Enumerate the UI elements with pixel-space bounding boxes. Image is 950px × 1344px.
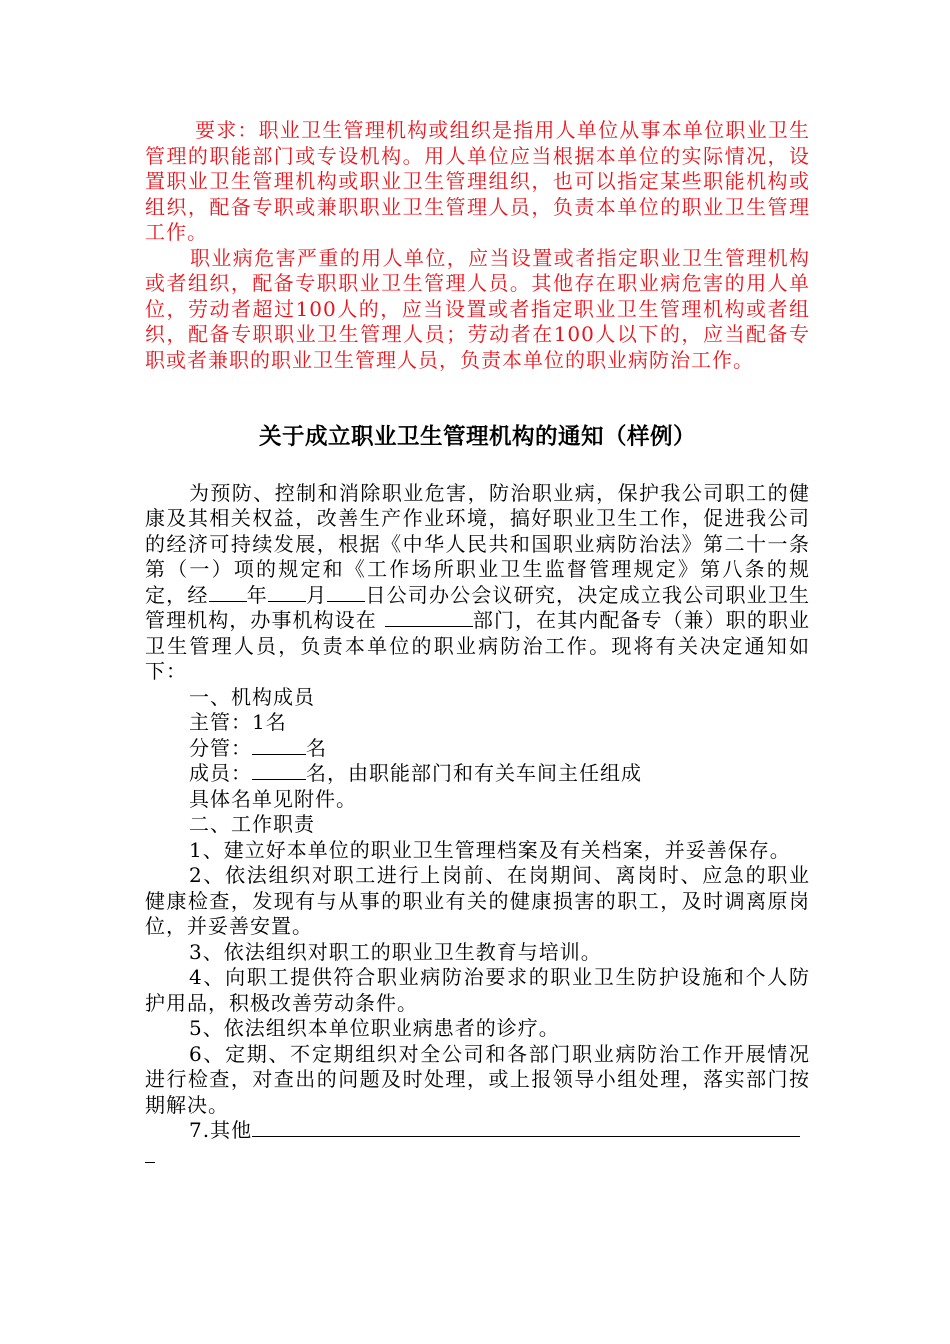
duty-item-5: 5、依法组织本单位职业病患者的诊疗。 <box>189 1016 560 1040</box>
duty-item-1: 1、建立好本单位的职业卫生管理档案及有关档案，并妥善保存。 <box>189 837 791 862</box>
intro-text-2: 部门，在其内配备专（兼）职的职业卫生管理人员，负责本单位的职业病防治工作。现将有关决定通知如下： <box>145 608 811 683</box>
year-label: 年 <box>246 582 268 607</box>
duty-item-2: 2、依法组织对职工进行上岗前、在岗期间、离岗时、应急的职业健康检查，发现有与从事的职业有关的健康损害的职工，及时调离原岗位，并妥善安置。 <box>145 863 810 938</box>
department-blank[interactable] <box>385 608 473 627</box>
members-line <box>145 761 810 787</box>
month-label: 月 <box>305 582 328 607</box>
document-page <box>145 118 810 1163</box>
section1-heading: 一、机构成员 <box>189 684 315 709</box>
deputy-label: 分管： <box>189 735 252 760</box>
notice-title: 关于成立职业卫生管理机构的通知（样例） <box>258 424 696 450</box>
intro-paragraph <box>145 481 810 685</box>
director-line: 主管：1名 <box>189 710 287 734</box>
duty-item-4: 4、向职工提供符合职业病防治要求的职业卫生防护设施和个人防护用品，积极改善劳动条件。 <box>145 965 810 1015</box>
other-label: 7.其他 <box>189 1118 253 1142</box>
notice-body <box>145 481 810 1163</box>
month-blank[interactable] <box>268 583 306 602</box>
other-blank[interactable] <box>252 1118 800 1137</box>
duty-item-7 <box>145 1118 810 1144</box>
section2-heading: 二、工作职责 <box>189 812 315 836</box>
trailing-blank <box>145 1154 155 1163</box>
day-blank[interactable] <box>327 583 365 602</box>
requirement-paragraph-1: 要求：职业卫生管理机构或组织是指用人单位从事本单位职业卫生管理的职能部门或专设机构。用人单位应当根据本单位的实际情况，设置职业卫生管理机构或职业卫生管理组织，也可以指定某些职能机构或组织，配备专职或兼职职业卫生管理人员，负责本单位的职业卫生管理工作。 <box>145 118 810 244</box>
members-label: 成员： <box>189 761 252 785</box>
members-count-blank[interactable] <box>252 761 306 780</box>
duty-item-3: 3、依法组织对职工的职业卫生教育与培训。 <box>189 939 602 964</box>
duty-item-6: 6、定期、不定期组织对全公司和各部门职业病防治工作开展情况进行检查，对查出的问题及时处理，或上报领导小组处理，落实部门按期解决。 <box>145 1041 810 1117</box>
deputy-line <box>145 736 810 762</box>
intro-text-1: 为预防、控制和消除职业危害，防治职业病，保护我公司职工的健康及其相关权益，改善生产作业环境，搞好职业卫生工作，促进我公司的经济可持续发展，根据《中华人民共和国职业病防治法》第二十一条第（一）项的规定和《工作场所职业卫生监督管理规定》第八条的规定，经 <box>145 480 810 607</box>
year-blank[interactable] <box>209 583 247 602</box>
deputy-unit: 名 <box>306 735 327 760</box>
deputy-count-blank[interactable] <box>252 736 306 755</box>
members-suffix: 名，由职能部门和有关车间主任组成 <box>306 761 642 785</box>
requirement-paragraph-2: 职业病危害严重的用人单位，应当设置或者指定职业卫生管理机构或者组织，配备专职职业卫生管理人员。其他存在职业病危害的用人单位，劳动者超过100人的，应当设置或者指定职业卫生管理机构或者组织，配备专职职业卫生管理人员；劳动者在100人以下的，应当配备专职或者兼职的职业卫生管理人员，负责本单位的职业病防治工作。 <box>145 245 810 372</box>
requirement-note <box>145 118 810 373</box>
members-note: 具体名单见附件。 <box>189 786 357 811</box>
intro-text-day: 日公司办公会议研究，决定成立我公司职业卫生管理机构，办事机构设在 <box>145 582 811 632</box>
